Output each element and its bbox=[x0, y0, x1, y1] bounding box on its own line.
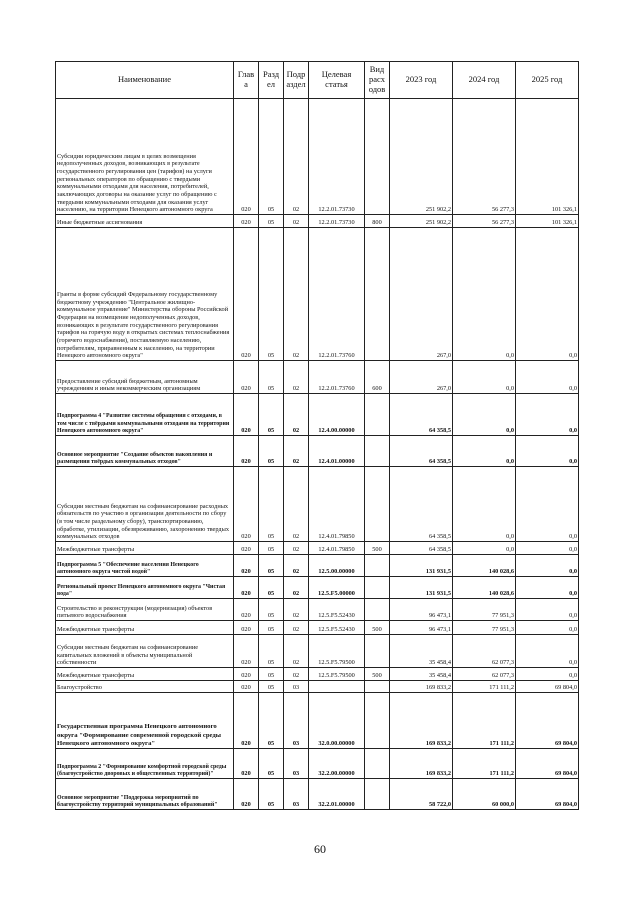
row-glava: 020 bbox=[234, 361, 259, 394]
row-2024: 77 951,3 bbox=[453, 599, 516, 621]
header-name: Наименование bbox=[56, 62, 234, 99]
row-tsel: 12.5.F5.52430 bbox=[309, 599, 365, 621]
row-name: Государственная программа Ненецкого автономного округа "Формирование современной городской среды Ненецкого автономного округа" bbox=[56, 693, 234, 749]
row-glava: 020 bbox=[234, 394, 259, 436]
row-2023: 251 902,2 bbox=[390, 215, 453, 228]
row-razdel: 05 bbox=[259, 467, 284, 542]
row-2025: 0,0 bbox=[516, 361, 579, 394]
row-tsel: 12.5.F5.79500 bbox=[309, 668, 365, 681]
table-row bbox=[56, 621, 579, 635]
table-row bbox=[56, 681, 579, 693]
row-tsel bbox=[309, 681, 365, 693]
row-tsel: 12.2.01.73730 bbox=[309, 215, 365, 228]
row-glava: 020 bbox=[234, 635, 259, 668]
row-vid bbox=[365, 681, 390, 693]
table-row bbox=[56, 542, 579, 555]
row-2025: 69 804,0 bbox=[516, 779, 579, 810]
row-2024: 77 951,3 bbox=[453, 621, 516, 635]
row-2025: 101 326,1 bbox=[516, 99, 579, 215]
row-name: Межбюджетные трансферты bbox=[56, 621, 234, 635]
row-podrazdel: 02 bbox=[284, 599, 309, 621]
row-podrazdel: 03 bbox=[284, 693, 309, 749]
row-2025: 0,0 bbox=[516, 599, 579, 621]
table-row bbox=[56, 436, 579, 467]
row-2023: 131 931,5 bbox=[390, 555, 453, 577]
table-row bbox=[56, 779, 579, 810]
row-2023: 267,0 bbox=[390, 361, 453, 394]
row-vid bbox=[365, 577, 390, 599]
table-row bbox=[56, 668, 579, 681]
row-2025: 0,0 bbox=[516, 621, 579, 635]
row-2025: 0,0 bbox=[516, 577, 579, 599]
row-2023: 35 458,4 bbox=[390, 668, 453, 681]
row-2025: 69 804,0 bbox=[516, 693, 579, 749]
header-vid: Вид расх одов bbox=[365, 62, 390, 99]
row-glava: 020 bbox=[234, 436, 259, 467]
row-razdel: 05 bbox=[259, 779, 284, 810]
row-tsel: 12.4.01.00000 bbox=[309, 436, 365, 467]
row-2024: 171 111,2 bbox=[453, 693, 516, 749]
row-vid bbox=[365, 599, 390, 621]
row-razdel: 05 bbox=[259, 693, 284, 749]
row-tsel: 32.2.00.00000 bbox=[309, 749, 365, 779]
row-vid bbox=[365, 635, 390, 668]
row-vid bbox=[365, 436, 390, 467]
row-2023: 64 358,5 bbox=[390, 436, 453, 467]
row-podrazdel: 02 bbox=[284, 228, 309, 361]
row-glava: 020 bbox=[234, 668, 259, 681]
row-2023: 131 931,5 bbox=[390, 577, 453, 599]
row-name: Субсидии местным бюджетам на софинансирование расходных обязательств по участию в организации деятельности по сбору (в том числе раздельному сбору), транспортированию, обработке, утилизации, обезвреживанию, захоронению твердых коммунальных отходов bbox=[56, 467, 234, 542]
row-2023: 96 473,1 bbox=[390, 621, 453, 635]
row-vid bbox=[365, 749, 390, 779]
row-glava: 020 bbox=[234, 555, 259, 577]
table-row bbox=[56, 693, 579, 749]
row-vid bbox=[365, 467, 390, 542]
row-tsel: 12.4.00.00000 bbox=[309, 394, 365, 436]
row-glava: 020 bbox=[234, 99, 259, 215]
row-name: Основное мероприятие "Создание объектов накопления и размещения твёрдых коммунальных отходов" bbox=[56, 436, 234, 467]
row-name: Субсидии местным бюджетам на софинансирование капитальных вложений в объекты муниципальной собственности bbox=[56, 635, 234, 668]
table-row bbox=[56, 215, 579, 228]
row-tsel: 12.4.01.79850 bbox=[309, 467, 365, 542]
header-tsel: Целевая статья bbox=[309, 62, 365, 99]
row-glava: 020 bbox=[234, 621, 259, 635]
row-2024: 62 077,3 bbox=[453, 635, 516, 668]
table-row bbox=[56, 467, 579, 542]
row-glava: 020 bbox=[234, 779, 259, 810]
row-2023: 169 833,2 bbox=[390, 749, 453, 779]
row-2024: 56 277,3 bbox=[453, 215, 516, 228]
row-razdel: 05 bbox=[259, 599, 284, 621]
table-row bbox=[56, 555, 579, 577]
row-2024: 0,0 bbox=[453, 394, 516, 436]
row-glava: 020 bbox=[234, 577, 259, 599]
page-number: 60 bbox=[314, 842, 326, 856]
row-vid bbox=[365, 779, 390, 810]
row-podrazdel: 02 bbox=[284, 394, 309, 436]
row-podrazdel: 02 bbox=[284, 555, 309, 577]
row-glava: 020 bbox=[234, 599, 259, 621]
row-2024: 0,0 bbox=[453, 361, 516, 394]
table-row bbox=[56, 749, 579, 779]
row-name: Подпрограмма 4 "Развитие системы обращения с отходами, в том числе с твёрдыми коммунальными отходами на территории Ненецкого автономного округа" bbox=[56, 394, 234, 436]
row-razdel: 05 bbox=[259, 215, 284, 228]
row-podrazdel: 02 bbox=[284, 577, 309, 599]
row-2025: 0,0 bbox=[516, 394, 579, 436]
row-tsel: 12.2.01.73760 bbox=[309, 228, 365, 361]
row-podrazdel: 02 bbox=[284, 668, 309, 681]
header-2023: 2023 год bbox=[390, 62, 453, 99]
table-row bbox=[56, 577, 579, 599]
row-razdel: 05 bbox=[259, 555, 284, 577]
row-razdel: 05 bbox=[259, 394, 284, 436]
row-razdel: 05 bbox=[259, 668, 284, 681]
row-2025: 69 804,0 bbox=[516, 681, 579, 693]
row-2023: 64 358,5 bbox=[390, 542, 453, 555]
row-name: Субсидии юридическим лицам в целях возмещения недополученных доходов, возникающих в результате государственного регулирования цен (тарифов) на услуги региональных операторов по обращению с твердыми коммунальными отходами для населения, потребителей, заключающих договоры на оказание услуг по обращению с твердыми коммунальными отходами для оказания услуг населению, на территории Ненецкого автономного округа bbox=[56, 99, 234, 215]
table-row bbox=[56, 599, 579, 621]
row-glava: 020 bbox=[234, 749, 259, 779]
table-row bbox=[56, 228, 579, 361]
row-podrazdel: 03 bbox=[284, 749, 309, 779]
row-name: Региональный проект Ненецкого автономного округа "Чистая вода" bbox=[56, 577, 234, 599]
row-2023: 64 358,5 bbox=[390, 394, 453, 436]
row-2025: 101 326,1 bbox=[516, 215, 579, 228]
row-glava: 020 bbox=[234, 228, 259, 361]
row-2024: 60 000,0 bbox=[453, 779, 516, 810]
row-vid: 500 bbox=[365, 621, 390, 635]
table-row bbox=[56, 394, 579, 436]
row-2023: 169 833,2 bbox=[390, 681, 453, 693]
row-podrazdel: 02 bbox=[284, 361, 309, 394]
row-podrazdel: 02 bbox=[284, 215, 309, 228]
row-vid bbox=[365, 99, 390, 215]
row-razdel: 05 bbox=[259, 542, 284, 555]
row-2024: 56 277,3 bbox=[453, 99, 516, 215]
row-2025: 0,0 bbox=[516, 668, 579, 681]
row-razdel: 05 bbox=[259, 99, 284, 215]
row-2024: 171 111,2 bbox=[453, 749, 516, 779]
row-razdel: 05 bbox=[259, 621, 284, 635]
row-razdel: 05 bbox=[259, 749, 284, 779]
row-name: Подпрограмма 5 "Обеспечение населения Ненецкого автономного округа чистой водой" bbox=[56, 555, 234, 577]
row-podrazdel: 02 bbox=[284, 635, 309, 668]
row-name: Основное мероприятие "Поддержка мероприятий по благоустройству территорий муниципальных образований" bbox=[56, 779, 234, 810]
row-name: Благоустройство bbox=[56, 681, 234, 693]
table-row bbox=[56, 635, 579, 668]
row-2025: 0,0 bbox=[516, 555, 579, 577]
row-glava: 020 bbox=[234, 467, 259, 542]
row-vid: 500 bbox=[365, 542, 390, 555]
header-razdel: Разд ел bbox=[259, 62, 284, 99]
row-2023: 169 833,2 bbox=[390, 693, 453, 749]
row-razdel: 05 bbox=[259, 436, 284, 467]
row-2024: 171 111,2 bbox=[453, 681, 516, 693]
row-podrazdel: 02 bbox=[284, 621, 309, 635]
row-2025: 69 804,0 bbox=[516, 749, 579, 779]
row-vid bbox=[365, 228, 390, 361]
row-razdel: 05 bbox=[259, 635, 284, 668]
row-vid bbox=[365, 394, 390, 436]
header-row bbox=[56, 62, 579, 99]
row-razdel: 05 bbox=[259, 681, 284, 693]
row-podrazdel: 02 bbox=[284, 467, 309, 542]
row-2025: 0,0 bbox=[516, 542, 579, 555]
row-2023: 96 473,1 bbox=[390, 599, 453, 621]
budget-table bbox=[55, 61, 579, 810]
row-2024: 0,0 bbox=[453, 436, 516, 467]
header-glava: Глав а bbox=[234, 62, 259, 99]
row-razdel: 05 bbox=[259, 361, 284, 394]
row-name: Подпрограмма 2 "Формирование комфортной городской среды (благоустройство дворовых и общественных территорий)" bbox=[56, 749, 234, 779]
row-2023: 35 458,4 bbox=[390, 635, 453, 668]
row-2023: 251 902,2 bbox=[390, 99, 453, 215]
row-vid: 600 bbox=[365, 361, 390, 394]
row-podrazdel: 02 bbox=[284, 542, 309, 555]
row-podrazdel: 03 bbox=[284, 779, 309, 810]
row-glava: 020 bbox=[234, 542, 259, 555]
row-tsel: 32.0.00.00000 bbox=[309, 693, 365, 749]
row-2024: 140 028,6 bbox=[453, 577, 516, 599]
row-name: Гранты в форме субсидий Федеральному государственному бюджетному учреждению "Центральное жилищно-коммунальное управление" Министерства обороны Российской Федерации на возмещение недополученных доходов, возникающих в результате государственного регулирования тарифов на горячую воду в открытых системах теплоснабжения (горячего водоснабжения), поставляемую населению, потребителям, приравненным к населению, на территории Ненецкого автономного округа" bbox=[56, 228, 234, 361]
header-podrazdel: Подр аздел bbox=[284, 62, 309, 99]
row-2025: 0,0 bbox=[516, 467, 579, 542]
row-podrazdel: 03 bbox=[284, 681, 309, 693]
row-podrazdel: 02 bbox=[284, 99, 309, 215]
header-2025: 2025 год bbox=[516, 62, 579, 99]
row-2024: 0,0 bbox=[453, 228, 516, 361]
row-name: Иные бюджетные ассигнования bbox=[56, 215, 234, 228]
row-2025: 0,0 bbox=[516, 228, 579, 361]
row-tsel: 12.5.F5.52430 bbox=[309, 621, 365, 635]
table-row bbox=[56, 99, 579, 215]
row-glava: 020 bbox=[234, 681, 259, 693]
row-tsel: 12.2.01.73760 bbox=[309, 361, 365, 394]
row-2023: 267,0 bbox=[390, 228, 453, 361]
row-vid: 500 bbox=[365, 668, 390, 681]
row-vid: 800 bbox=[365, 215, 390, 228]
row-tsel: 12.5.F5.00000 bbox=[309, 577, 365, 599]
row-2024: 140 028,6 bbox=[453, 555, 516, 577]
row-2025: 0,0 bbox=[516, 436, 579, 467]
row-tsel: 12.2.01.73730 bbox=[309, 99, 365, 215]
row-name: Предоставление субсидий бюджетным, автономным учреждениям и иным некоммерческим организациям bbox=[56, 361, 234, 394]
row-glava: 020 bbox=[234, 215, 259, 228]
row-name: Межбюджетные трансферты bbox=[56, 542, 234, 555]
row-razdel: 05 bbox=[259, 228, 284, 361]
row-2023: 58 722,0 bbox=[390, 779, 453, 810]
header-2024: 2024 год bbox=[453, 62, 516, 99]
row-vid bbox=[365, 555, 390, 577]
row-name: Межбюджетные трансферты bbox=[56, 668, 234, 681]
row-2025: 0,0 bbox=[516, 635, 579, 668]
row-tsel: 12.5.00.00000 bbox=[309, 555, 365, 577]
row-2024: 0,0 bbox=[453, 542, 516, 555]
row-name: Строительство и реконструкция (модернизация) объектов питьевого водоснабжения bbox=[56, 599, 234, 621]
row-glava: 020 bbox=[234, 693, 259, 749]
row-podrazdel: 02 bbox=[284, 436, 309, 467]
row-2023: 64 358,5 bbox=[390, 467, 453, 542]
row-2024: 0,0 bbox=[453, 467, 516, 542]
table-row bbox=[56, 361, 579, 394]
row-tsel: 12.5.F5.79500 bbox=[309, 635, 365, 668]
row-tsel: 12.4.01.79850 bbox=[309, 542, 365, 555]
row-razdel: 05 bbox=[259, 577, 284, 599]
row-vid bbox=[365, 693, 390, 749]
row-tsel: 32.2.01.00000 bbox=[309, 779, 365, 810]
row-2024: 62 077,3 bbox=[453, 668, 516, 681]
